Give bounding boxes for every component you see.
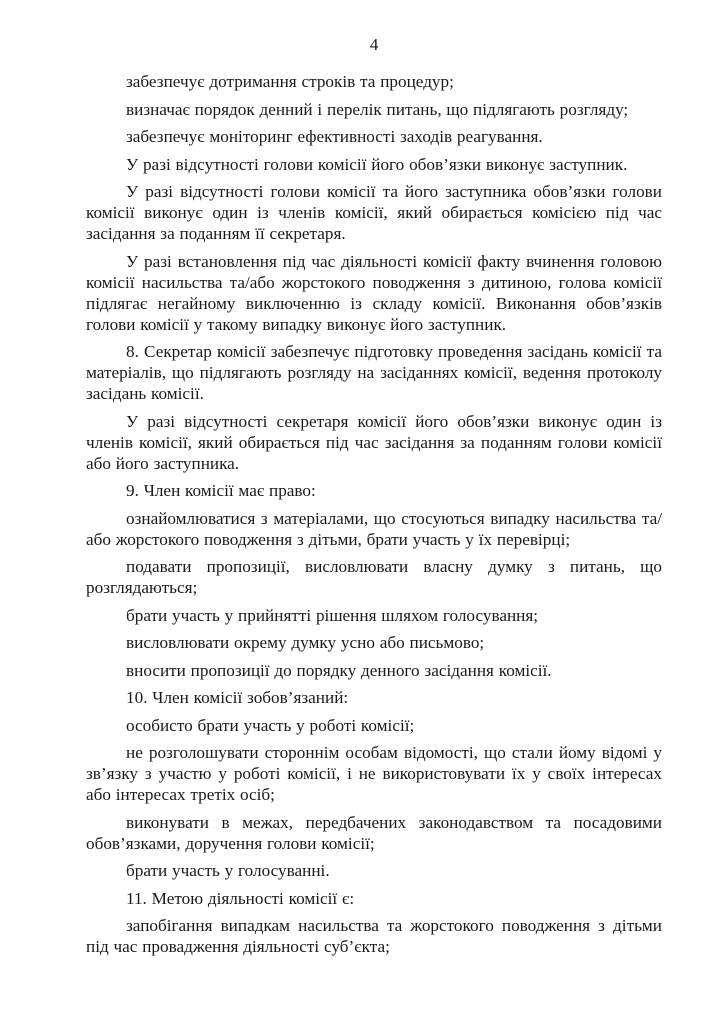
paragraph: брати участь у прийнятті рішення шляхом голосування; bbox=[126, 605, 539, 625]
paragraph: 10. Член комісії зобов’язаний: bbox=[126, 688, 349, 707]
paragraph: 11. Метою діяльності комісії є: bbox=[126, 888, 355, 908]
paragraph: брати участь у голосуванні. bbox=[126, 861, 330, 880]
paragraph: особисто брати участь у роботі комісії; bbox=[126, 715, 415, 735]
paragraph: забезпечує дотримання строків та процедур; bbox=[126, 72, 454, 91]
paragraph: подавати пропозиції, висловлювати власну думку з питань, що розглядаються; bbox=[86, 557, 662, 597]
paragraph: У разі відсутності голови комісії та його заступника обов’язки голови комісії виконує один із членів комісії, який обирається комісією під час засідання за поданням її секретаря. bbox=[86, 182, 662, 243]
paragraph: забезпечує моніторинг ефективності заходів реагування. bbox=[126, 127, 543, 146]
paragraph: не розголошувати стороннім особам відомості, що стали йому відомі у зв’язку з участю у роботі комісії, і не використовувати їх у своїх інтересах або інтересах третіх осіб; bbox=[86, 743, 662, 804]
paragraph: визначає порядок денний і перелік питань, що підлягають розгляду; bbox=[126, 99, 629, 119]
paragraph: У разі встановлення під час діяльності комісії факту вчинення головою комісії насильства та/або жорстокого поводження з дитиною, голова комісії підлягає негайному виключенню із складу комісії. Виконання обов’язків голови комісії у такому випадку виконує його заступник. bbox=[86, 251, 662, 334]
paragraph: вносити пропозиції до порядку денного засідання комісії. bbox=[126, 660, 552, 680]
paragraph: У разі відсутності секретаря комісії його обов’язки виконує один із членів комісії, який обирається під час засідання за поданням голови комісії або його заступника. bbox=[86, 411, 662, 473]
document-body bbox=[86, 71, 662, 957]
paragraph: ознайомлюватися з матеріалами, що стосуються випадку насильства та/або жорстокого поводження з дітьми, брати участь у їх перевірці; bbox=[86, 508, 662, 549]
paragraph: запобігання випадкам насильства та жорстокого поводження з дітьми під час провадження діяльності суб’єкта; bbox=[86, 916, 662, 956]
paragraph: виконувати в межах, передбачених законодавством та посадовими обов’язками, доручення голови комісії; bbox=[86, 812, 662, 853]
page-number: 4 bbox=[369, 35, 379, 54]
paragraph: висловлювати окрему думку усно або письмово; bbox=[126, 633, 485, 652]
paragraph: 9. Член комісії має право: bbox=[126, 481, 316, 500]
paragraph: У разі відсутності голови комісії його обов’язки виконує заступник. bbox=[126, 154, 628, 174]
paragraph: 8. Секретар комісії забезпечує підготовку проведення засідань комісії та матеріалів, що підлягають розгляду на засіданнях комісії, ведення протоколу засідань комісії. bbox=[86, 342, 662, 403]
